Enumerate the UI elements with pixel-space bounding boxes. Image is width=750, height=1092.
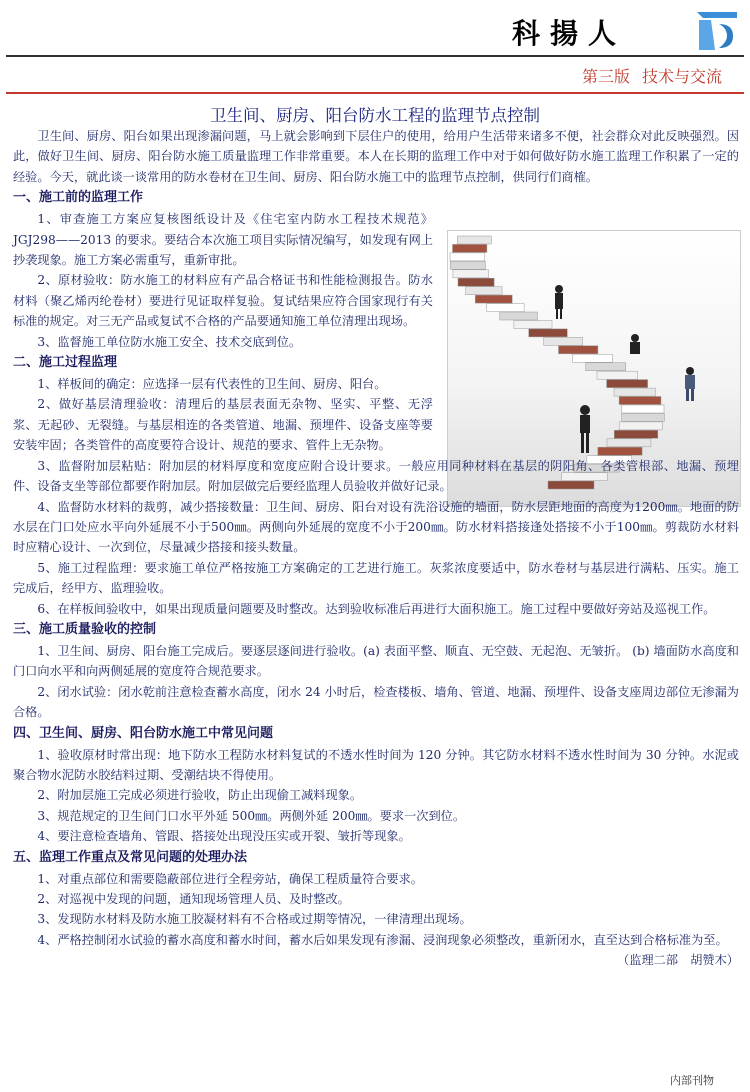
- paragraph: 4、要注意检查墙角、管跟、搭接处出现没压实或开裂、皱折等现象。: [37, 829, 411, 844]
- paragraph-text: 4、严格控制闭水试验的蓄水高度和蓄水时间，蓄水后如果发现有渗漏、浸润现象必须整改，重新闭水，直至达到合格标准为至。: [37, 932, 728, 947]
- paragraph: 3、监督附加层粘贴：附加层的材料厚度和宽度应附合设计要求。一般应用同种材料在基层的阴阳角、各类管根部、地漏、预埋件、设备支坐等部位都要作附加层。附加层做完后要经监理人员验收并做好记录。: [13, 458, 739, 494]
- brand-name: 科揚人: [512, 17, 627, 50]
- paragraph: 1、卫生间、厨房、阳台施工完成后。要逐层逐间进行验收。(a) 表面平整、顺直、无空鼓、无起泡、无皱折。 (b) 墙面防水高度和门口向水平和向两侧延展的宽度符合规范要求。: [13, 643, 739, 679]
- section-heading: 五、监理工作重点及常见问题的处理办法: [13, 849, 248, 865]
- paragraph: 1、审查施工方案应复核图纸设计及《住宅室内防水工程技术规范》JGJ298——2013 的要求。要结合本次施工项目实际情况编写，如发现有网上抄袭现象。施工方案必需重写，重新审批。: [13, 212, 433, 268]
- company-logo-icon: [697, 12, 737, 50]
- paragraph: 3、规范规定的卫生间门口水平外延 500㎜。两侧外延 200㎜。要求一次到位。: [37, 808, 466, 823]
- edition-bar: [570, 64, 722, 87]
- paragraph: 2、原材验收：防水施工的材料应有产品合格证书和性能检测报告。防水材料（聚乙烯丙纶卷材）要进行见证取样复验。复试结果应符合国家现行有关标准的规定。对三无产品或复试不合格的产品要通知施工单位清理出现场。: [13, 273, 433, 329]
- section-label: 技术与交流: [641, 67, 722, 86]
- section-heading: 三、施工质量验收的控制: [13, 621, 157, 637]
- article-body: [13, 126, 739, 971]
- paragraph: 1、对重点部位和需要隐蔽部位进行全程旁站，确保工程质量符合要求。: [37, 871, 423, 886]
- article-title: 卫生间、厨房、阳台防水工程的监理节点控制: [210, 106, 540, 125]
- edition-label: 第三版: [581, 67, 630, 86]
- paragraph: 2、闭水试验：闭水乾前注意检查蓄水高度，闭水 24 小时后，检查楼板、墙角、管道、地漏、预埋件、设备支座周边部位无渗漏为合格。: [13, 684, 739, 720]
- paragraph: 2、做好基层清理验收：清理后的基层表面无杂物、坚实、平整、无浮浆、无起砂、无裂缝。与基层相连的各类管道、地漏、预埋件、设备支座等要安装牢固；各类管件的高度要符合设计、规范的要求、管件上无杂物。: [13, 397, 433, 453]
- paragraph: 1、验收原材时常出现：地下防水工程防水材料复试的不透水性时间为 120 分钟。其它防水材料不透水性时间为 30 分钟。水泥或聚合物水泥防水胶结料过期、受潮结块不得使用。: [13, 747, 739, 782]
- masthead: [0, 0, 750, 62]
- paragraph: 4、监督防水材料的裁剪，减少搭接数量：卫生间、厨房、阳台对设有洗浴设施的墙面，防水层距地面的高度为1200㎜。地面的防水层在门口处应水平向外延展不小于500㎜。两侧向外延展的宽度不小于200㎜。防水材料搭接逢处搭接不小于100㎜。剪裁防水材料时应精心设计、一次到位，尽量减少搭接和接头数量。: [13, 499, 739, 555]
- section-heading: 四、卫生间、厨房、阳台防水施工中常见问题: [13, 725, 274, 741]
- paragraph: 6、在样板间验收中，如果出现质量问题要及时整改。达到验收标准后再进行大面积施工。施工过程中要做好旁站及巡视工作。: [37, 601, 716, 616]
- section-heading: 一、施工前的监理工作: [13, 190, 144, 206]
- masthead-rule: [6, 55, 744, 57]
- paragraph: 1、样板间的确定：应选择一层有代表性的卫生间、厨房、阳台。: [37, 377, 387, 392]
- author-signature: （监理二部 胡赞木）: [617, 953, 739, 968]
- paragraph: 2、附加层施工完成必须进行验收，防止出现偷工减料现象。: [37, 788, 363, 803]
- paragraph: 5、施工过程监理：要求施工单位严格按施工方案确定的工艺进行施工。灰浆浓度要适中，防水卷材与基层进行满粘、压实。施工完成后，经甲方、监理验收。: [13, 560, 739, 596]
- intro-paragraph: 卫生间、厨房、阳台如果出现渗漏问题，马上就会影响到下层住户的使用，给用户生活带来诸多不便，社会群众对此反映强烈。因此，做好卫生间、厨房、阳台防水施工质量监理工作非常重要。本人在长期的监理工作中对于如何做好防水施工监理工作积累了一定的经验。今天，就此谈一谈常用的防水卷材在卫生间、厨房、阳台防水施工中的监理节点控制，供同行们商榷。: [13, 129, 739, 184]
- footer-label: 内部刊物: [670, 1074, 714, 1087]
- paragraph: 2、对巡视中发现的问题，通知现场管理人员、及时整改。: [37, 892, 350, 906]
- paragraph: [13, 930, 739, 968]
- paragraph: 3、发现防水材料及防水施工胶凝材料有不合格或过期等情况，一律清理出现场。: [37, 912, 472, 927]
- paragraph: 3、监督施工单位防水施工安全、技术交底到位。: [37, 334, 302, 349]
- section-rule: [6, 92, 744, 94]
- section-heading: 二、施工过程监理: [13, 355, 118, 371]
